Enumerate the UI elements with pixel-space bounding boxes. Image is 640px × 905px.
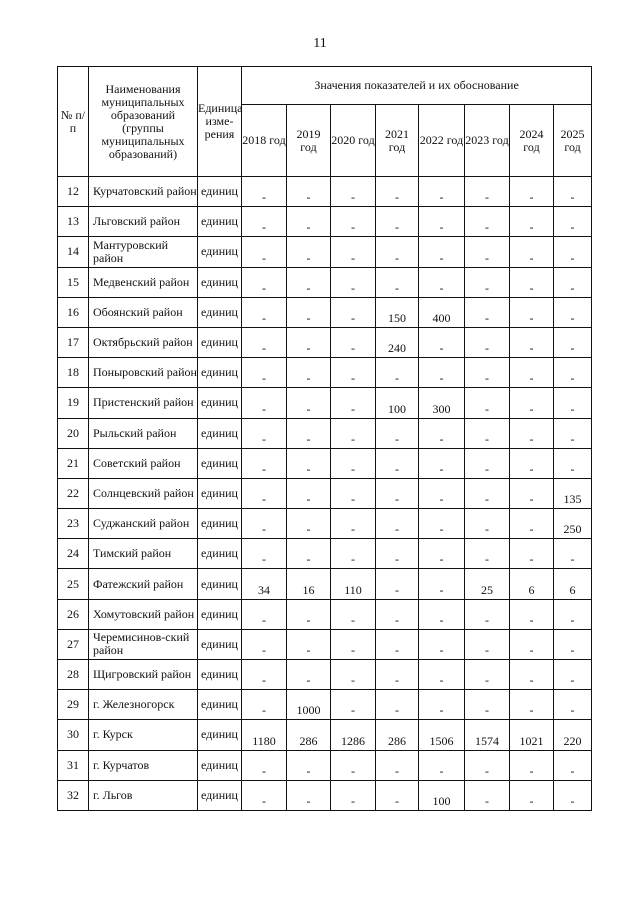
unit-cell: единиц <box>198 177 242 207</box>
value-cell: 1021 <box>510 720 554 750</box>
unit-cell: единиц <box>198 267 242 297</box>
value-cell: 16 <box>287 569 331 599</box>
value-cell: - <box>331 448 376 478</box>
value-cell: - <box>242 660 287 690</box>
value-cell: - <box>376 448 419 478</box>
value-cell: - <box>510 267 554 297</box>
value-cell: 1180 <box>242 720 287 750</box>
table-row <box>58 237 592 267</box>
value-cell: - <box>287 448 331 478</box>
value-cell: 25 <box>465 569 510 599</box>
value-cell: - <box>554 297 592 327</box>
value-cell: - <box>331 237 376 267</box>
value-cell: - <box>554 448 592 478</box>
table-row <box>58 599 592 629</box>
value-cell: - <box>510 750 554 780</box>
value-cell: 1506 <box>419 720 465 750</box>
value-cell: - <box>419 569 465 599</box>
table-row <box>58 327 592 357</box>
value-cell: - <box>554 690 592 720</box>
unit-cell: единиц <box>198 207 242 237</box>
municipality-name: г. Курск <box>89 720 198 750</box>
unit-cell: единиц <box>198 448 242 478</box>
value-cell: - <box>419 418 465 448</box>
value-cell: - <box>331 358 376 388</box>
value-cell: - <box>419 660 465 690</box>
value-cell: - <box>419 509 465 539</box>
value-cell: 100 <box>419 780 465 810</box>
value-cell: - <box>419 267 465 297</box>
unit-cell: единиц <box>198 509 242 539</box>
municipality-name: Фатежский район <box>89 569 198 599</box>
value-cell: - <box>331 629 376 659</box>
value-cell: - <box>376 418 419 448</box>
row-number: 18 <box>58 358 89 388</box>
value-cell: 6 <box>554 569 592 599</box>
table-row <box>58 509 592 539</box>
value-cell: - <box>331 509 376 539</box>
municipality-name: Солнцевский район <box>89 478 198 508</box>
municipality-name: Хомутовский район <box>89 599 198 629</box>
value-cell: - <box>376 599 419 629</box>
header-year: 2025 год <box>554 105 592 177</box>
value-cell: - <box>465 750 510 780</box>
value-cell: - <box>465 509 510 539</box>
municipality-name: г. Железногорск <box>89 690 198 720</box>
unit-cell: единиц <box>198 780 242 810</box>
header-year: 2024 год <box>510 105 554 177</box>
row-number: 15 <box>58 267 89 297</box>
value-cell: - <box>510 177 554 207</box>
value-cell: - <box>242 539 287 569</box>
header-year: 2020 год <box>331 105 376 177</box>
table-row <box>58 207 592 237</box>
value-cell: - <box>376 478 419 508</box>
value-cell: 300 <box>419 388 465 418</box>
municipality-name: г. Курчатов <box>89 750 198 780</box>
value-cell: - <box>465 478 510 508</box>
unit-cell: единиц <box>198 388 242 418</box>
value-cell: - <box>287 539 331 569</box>
value-cell: - <box>242 599 287 629</box>
value-cell: - <box>419 478 465 508</box>
unit-cell: единиц <box>198 720 242 750</box>
table-row <box>58 267 592 297</box>
table-row <box>58 358 592 388</box>
value-cell: - <box>465 297 510 327</box>
table-row <box>58 478 592 508</box>
value-cell: - <box>376 177 419 207</box>
value-cell: - <box>287 629 331 659</box>
value-cell: - <box>376 569 419 599</box>
value-cell: - <box>376 750 419 780</box>
value-cell: - <box>331 780 376 810</box>
header-year: 2021 год <box>376 105 419 177</box>
value-cell: - <box>510 780 554 810</box>
municipality-name: Черемисинов-ский район <box>89 629 198 659</box>
value-cell: - <box>465 690 510 720</box>
value-cell: - <box>554 629 592 659</box>
unit-cell: единиц <box>198 478 242 508</box>
row-number: 24 <box>58 539 89 569</box>
table-body <box>58 177 592 811</box>
row-number: 27 <box>58 629 89 659</box>
value-cell: - <box>331 388 376 418</box>
unit-cell: единиц <box>198 237 242 267</box>
municipality-name: Октябрьский район <box>89 327 198 357</box>
table-row <box>58 388 592 418</box>
value-cell: - <box>376 660 419 690</box>
header-year: 2023 год <box>465 105 510 177</box>
row-number: 14 <box>58 237 89 267</box>
value-cell: - <box>376 207 419 237</box>
value-cell: - <box>419 629 465 659</box>
value-cell: - <box>419 207 465 237</box>
value-cell: - <box>376 267 419 297</box>
municipality-name: Пристенский район <box>89 388 198 418</box>
value-cell: - <box>242 267 287 297</box>
header-number: № п/п <box>58 67 89 177</box>
table-row <box>58 418 592 448</box>
value-cell: 100 <box>376 388 419 418</box>
header-values-group: Значения показателей и их обоснование <box>242 67 592 105</box>
value-cell: - <box>287 780 331 810</box>
value-cell: - <box>419 750 465 780</box>
value-cell: - <box>510 327 554 357</box>
value-cell: - <box>331 207 376 237</box>
value-cell: - <box>510 478 554 508</box>
municipality-name: Курчатовский район <box>89 177 198 207</box>
value-cell: - <box>554 237 592 267</box>
unit-cell: единиц <box>198 599 242 629</box>
table-row <box>58 629 592 659</box>
row-number: 16 <box>58 297 89 327</box>
unit-cell: единиц <box>198 358 242 388</box>
value-cell: - <box>510 629 554 659</box>
value-cell: - <box>287 358 331 388</box>
value-cell: - <box>510 539 554 569</box>
value-cell: - <box>510 297 554 327</box>
municipality-name: Обоянский район <box>89 297 198 327</box>
value-cell: - <box>242 418 287 448</box>
value-cell: - <box>376 539 419 569</box>
value-cell: - <box>331 327 376 357</box>
municipality-name: Льговский район <box>89 207 198 237</box>
value-cell: - <box>465 207 510 237</box>
municipality-name: Суджанский район <box>89 509 198 539</box>
value-cell: - <box>419 358 465 388</box>
value-cell: - <box>554 327 592 357</box>
table-row <box>58 750 592 780</box>
table-row <box>58 448 592 478</box>
value-cell: - <box>287 478 331 508</box>
row-number: 23 <box>58 509 89 539</box>
value-cell: - <box>554 177 592 207</box>
value-cell: - <box>465 599 510 629</box>
value-cell: - <box>242 509 287 539</box>
unit-cell: единиц <box>198 297 242 327</box>
value-cell: - <box>331 599 376 629</box>
value-cell: - <box>242 690 287 720</box>
value-cell: - <box>419 327 465 357</box>
indicators-table <box>57 66 592 811</box>
value-cell: - <box>465 177 510 207</box>
value-cell: - <box>419 539 465 569</box>
value-cell: - <box>287 297 331 327</box>
value-cell: - <box>376 780 419 810</box>
value-cell: - <box>242 388 287 418</box>
value-cell: - <box>242 478 287 508</box>
value-cell: 34 <box>242 569 287 599</box>
value-cell: - <box>419 237 465 267</box>
table-row <box>58 539 592 569</box>
value-cell: - <box>465 629 510 659</box>
value-cell: - <box>510 388 554 418</box>
value-cell: - <box>554 418 592 448</box>
value-cell: - <box>510 448 554 478</box>
value-cell: - <box>287 599 331 629</box>
row-number: 21 <box>58 448 89 478</box>
value-cell: - <box>510 599 554 629</box>
value-cell: - <box>554 599 592 629</box>
value-cell: - <box>376 629 419 659</box>
value-cell: - <box>376 237 419 267</box>
value-cell: 110 <box>331 569 376 599</box>
value-cell: - <box>242 237 287 267</box>
row-number: 32 <box>58 780 89 810</box>
row-number: 30 <box>58 720 89 750</box>
value-cell: 1286 <box>331 720 376 750</box>
value-cell: - <box>465 780 510 810</box>
table-row <box>58 297 592 327</box>
value-cell: - <box>287 327 331 357</box>
table-row <box>58 177 592 207</box>
value-cell: - <box>242 629 287 659</box>
value-cell: - <box>465 388 510 418</box>
row-number: 22 <box>58 478 89 508</box>
value-cell: - <box>287 509 331 539</box>
value-cell: - <box>465 660 510 690</box>
municipality-name: Мантуровский район <box>89 237 198 267</box>
value-cell: - <box>554 358 592 388</box>
value-cell: - <box>419 448 465 478</box>
value-cell: - <box>419 690 465 720</box>
value-cell: - <box>554 780 592 810</box>
header-year: 2018 год <box>242 105 287 177</box>
value-cell: - <box>331 690 376 720</box>
row-number: 19 <box>58 388 89 418</box>
value-cell: 6 <box>510 569 554 599</box>
header-name: Наименования муниципальных образований (группы муниципальных образований) <box>89 67 198 177</box>
value-cell: - <box>242 358 287 388</box>
value-cell: - <box>287 207 331 237</box>
row-number: 31 <box>58 750 89 780</box>
value-cell: - <box>510 358 554 388</box>
value-cell: - <box>331 267 376 297</box>
value-cell: - <box>465 358 510 388</box>
unit-cell: единиц <box>198 539 242 569</box>
value-cell: 220 <box>554 720 592 750</box>
value-cell: - <box>242 297 287 327</box>
unit-cell: единиц <box>198 690 242 720</box>
municipality-name: г. Льгов <box>89 780 198 810</box>
municipality-name: Поныровский район <box>89 358 198 388</box>
value-cell: - <box>554 267 592 297</box>
value-cell: - <box>510 207 554 237</box>
value-cell: - <box>287 237 331 267</box>
row-number: 26 <box>58 599 89 629</box>
value-cell: - <box>510 418 554 448</box>
header-unit: Единица изме-рения <box>198 67 242 177</box>
value-cell: - <box>465 539 510 569</box>
header-year: 2019 год <box>287 105 331 177</box>
municipality-name: Щигровский район <box>89 660 198 690</box>
value-cell: - <box>287 418 331 448</box>
table-row <box>58 720 592 750</box>
value-cell: - <box>331 539 376 569</box>
value-cell: - <box>510 509 554 539</box>
value-cell: - <box>554 539 592 569</box>
municipality-name: Рыльский район <box>89 418 198 448</box>
value-cell: - <box>554 660 592 690</box>
value-cell: - <box>465 418 510 448</box>
value-cell: - <box>510 690 554 720</box>
row-number: 28 <box>58 660 89 690</box>
value-cell: - <box>376 690 419 720</box>
value-cell: 286 <box>287 720 331 750</box>
value-cell: - <box>331 660 376 690</box>
row-number: 13 <box>58 207 89 237</box>
row-number: 20 <box>58 418 89 448</box>
row-number: 29 <box>58 690 89 720</box>
value-cell: - <box>465 267 510 297</box>
value-cell: - <box>331 418 376 448</box>
unit-cell: единиц <box>198 660 242 690</box>
value-cell: - <box>419 177 465 207</box>
unit-cell: единиц <box>198 327 242 357</box>
value-cell: - <box>331 478 376 508</box>
value-cell: - <box>554 207 592 237</box>
table-row <box>58 690 592 720</box>
value-cell: - <box>376 358 419 388</box>
value-cell: - <box>287 267 331 297</box>
value-cell: 286 <box>376 720 419 750</box>
value-cell: - <box>287 660 331 690</box>
value-cell: - <box>242 207 287 237</box>
value-cell: - <box>465 327 510 357</box>
value-cell: - <box>287 750 331 780</box>
municipality-name: Тимский район <box>89 539 198 569</box>
value-cell: - <box>331 177 376 207</box>
row-number: 25 <box>58 569 89 599</box>
header-year: 2022 год <box>419 105 465 177</box>
table-row <box>58 569 592 599</box>
value-cell: - <box>331 750 376 780</box>
table-header <box>58 67 592 177</box>
unit-cell: единиц <box>198 629 242 659</box>
value-cell: 240 <box>376 327 419 357</box>
value-cell: - <box>242 327 287 357</box>
value-cell: - <box>287 388 331 418</box>
value-cell: - <box>376 509 419 539</box>
municipality-name: Советский район <box>89 448 198 478</box>
value-cell: 1574 <box>465 720 510 750</box>
value-cell: - <box>331 297 376 327</box>
value-cell: - <box>287 177 331 207</box>
row-number: 12 <box>58 177 89 207</box>
page-number: 11 <box>313 36 327 51</box>
municipality-name: Медвенский район <box>89 267 198 297</box>
value-cell: 135 <box>554 478 592 508</box>
value-cell: - <box>510 660 554 690</box>
value-cell: 250 <box>554 509 592 539</box>
value-cell: - <box>554 750 592 780</box>
unit-cell: единиц <box>198 418 242 448</box>
unit-cell: единиц <box>198 750 242 780</box>
value-cell: - <box>242 750 287 780</box>
table-row <box>58 780 592 810</box>
value-cell: - <box>554 388 592 418</box>
value-cell: - <box>465 448 510 478</box>
value-cell: - <box>510 237 554 267</box>
value-cell: 1000 <box>287 690 331 720</box>
value-cell: - <box>242 448 287 478</box>
value-cell: 150 <box>376 297 419 327</box>
unit-cell: единиц <box>198 569 242 599</box>
value-cell: - <box>465 237 510 267</box>
value-cell: - <box>419 599 465 629</box>
value-cell: - <box>242 177 287 207</box>
value-cell: 400 <box>419 297 465 327</box>
table-row <box>58 660 592 690</box>
value-cell: - <box>242 780 287 810</box>
row-number: 17 <box>58 327 89 357</box>
